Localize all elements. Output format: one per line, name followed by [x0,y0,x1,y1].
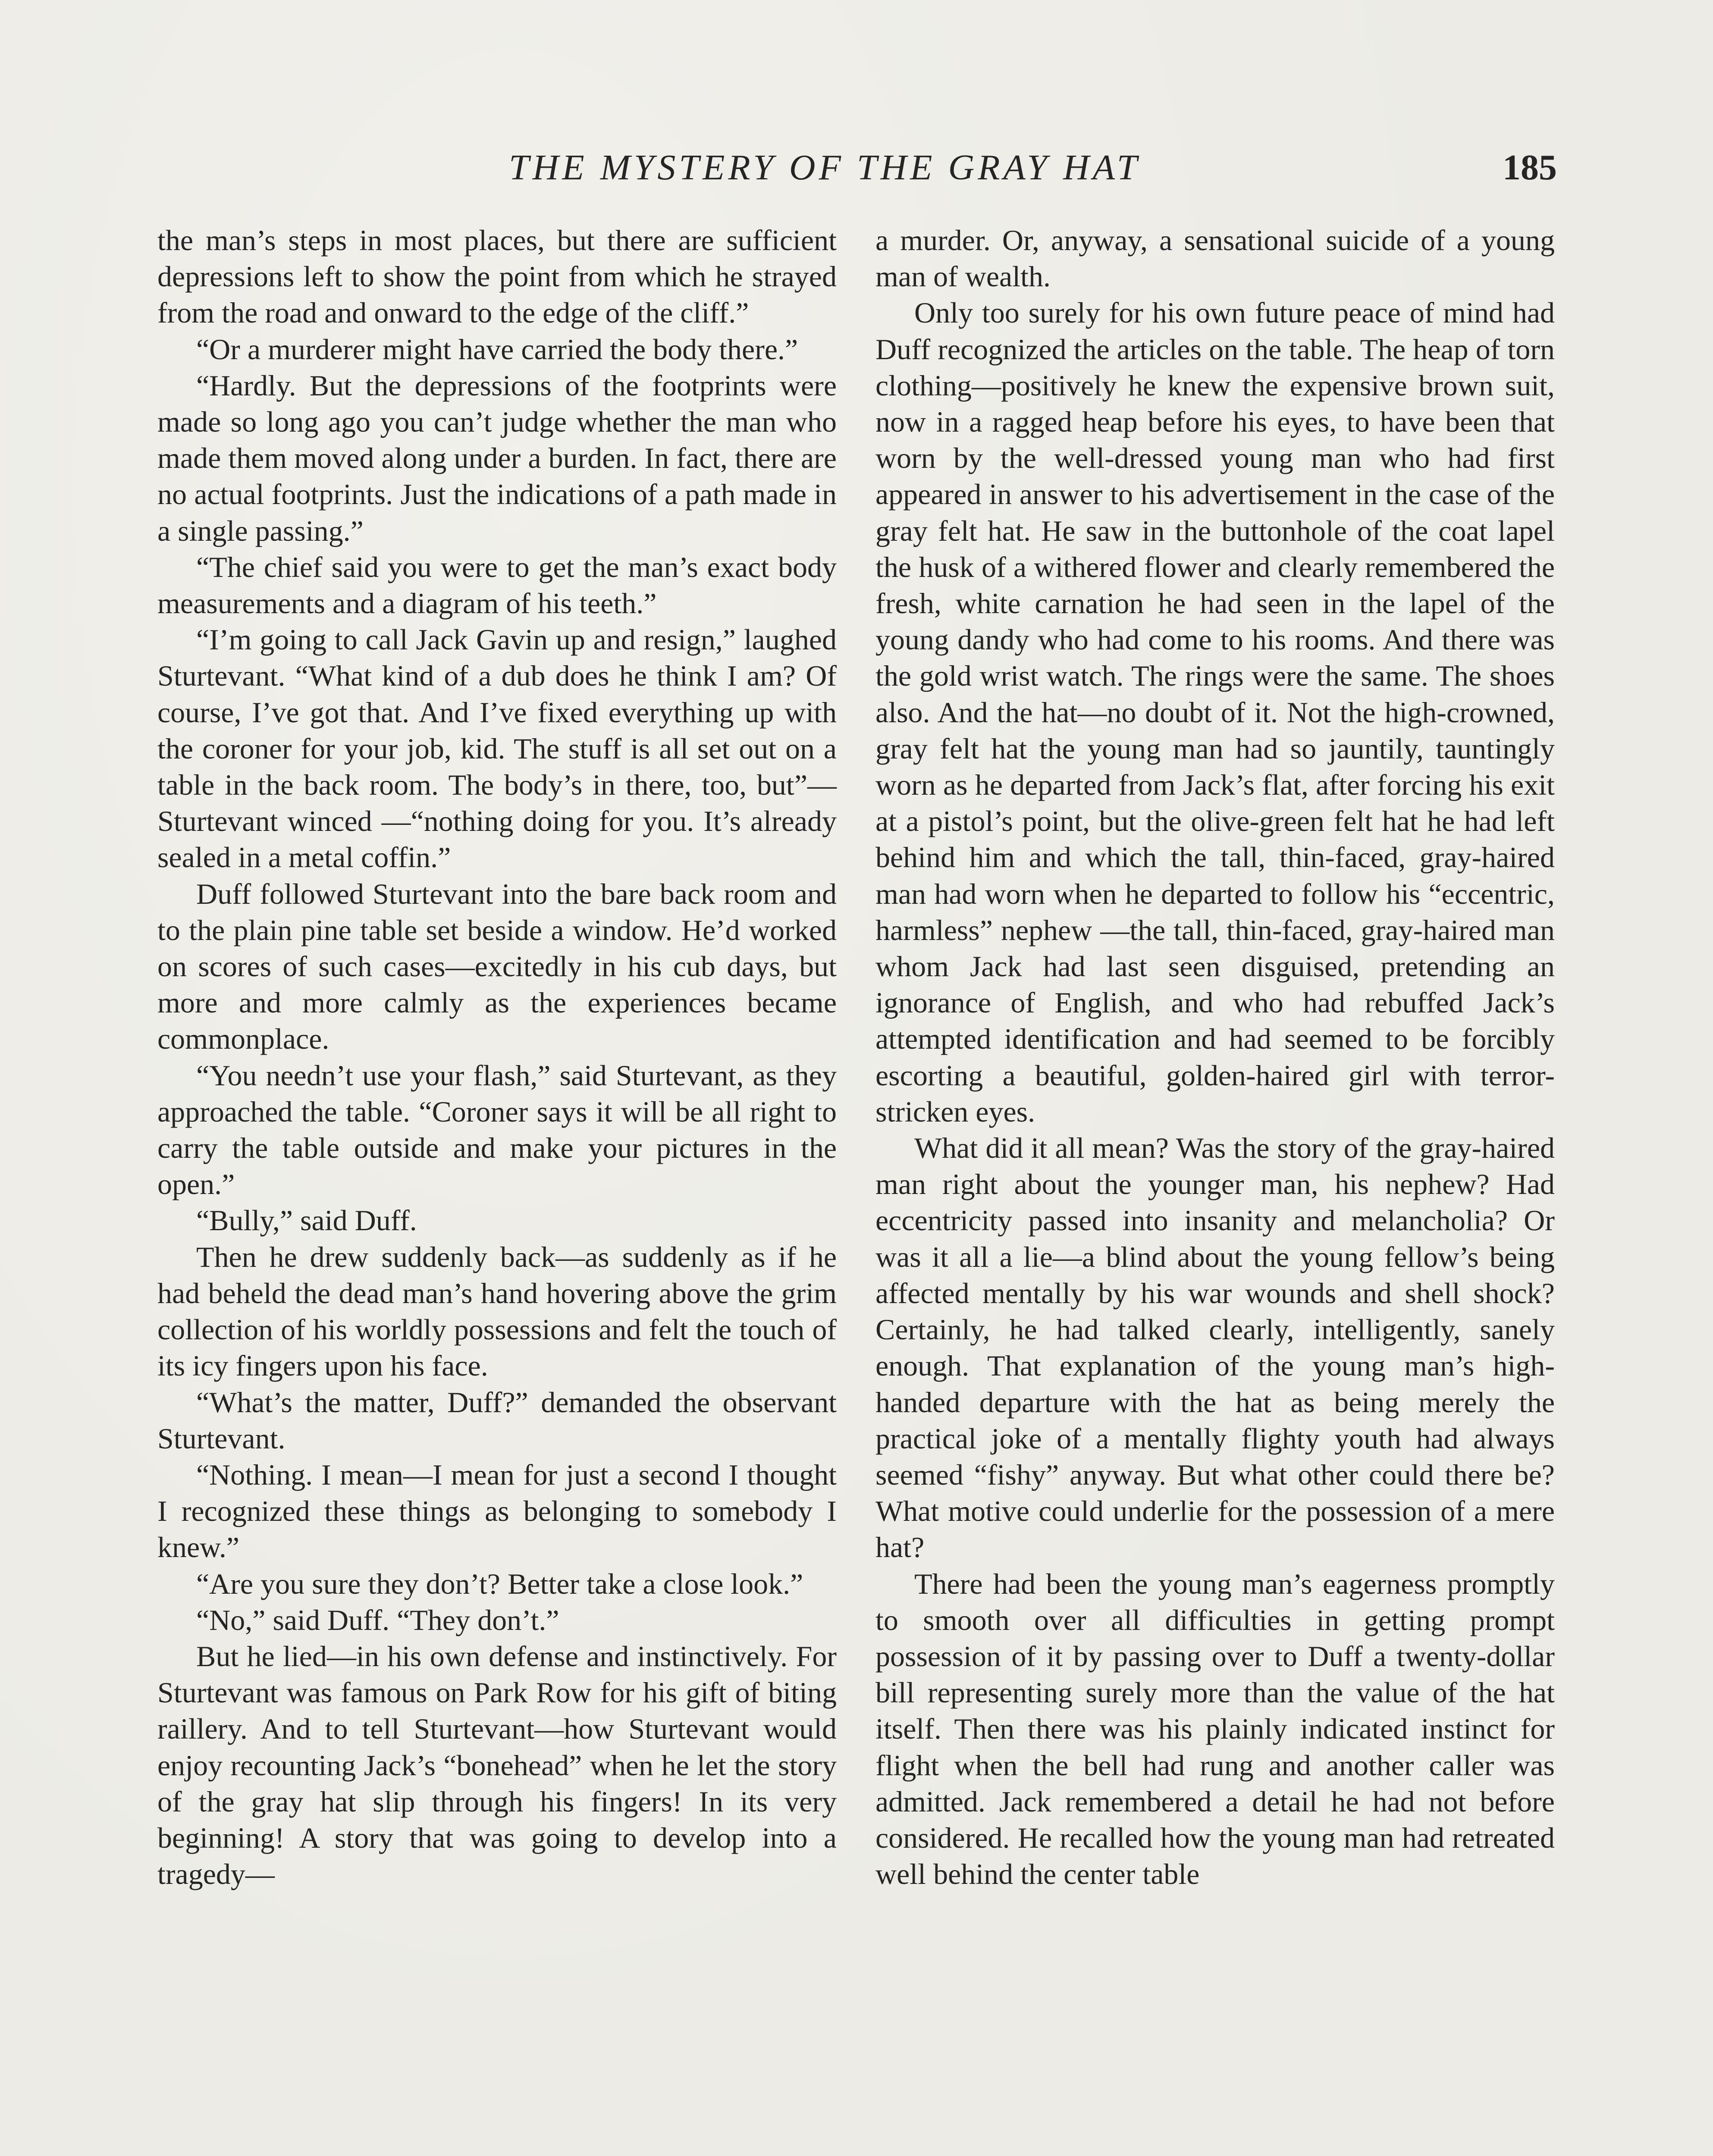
paragraph: What did it all mean? Was the story of the gray-haired man right about the younger man, his nephew? Had eccentricity passed into insanity and melancholia? Or was it all a lie—a blind about the young fellow’s being affected mentally by his war wounds and shell shock? Certainly, he had talked clearly, intelligently, sanely enough. That explanation of the young man’s high-handed departure with the hat as being merely the practical joke of a mentally flighty youth had always seemed “fishy” anyway. But what other could there be? What motive could underlie for the possession of a mere hat? [875,1131,1555,1564]
paragraph: “I’m going to call Jack Gavin up and resign,” laughed Sturtevant. “What kind of a dub does he think I am? Of course, I’ve got that. And I’ve fixed everything up with the coroner for your job, kid. The stuff is all set out on a table in the back room. The body’s in there, too, but”—Sturtevant winced —“nothing doing for you. It’s already sealed in a metal coffin.” [157,623,837,874]
right-column [875,222,1555,1892]
paragraph: “Hardly. But the depressions of the footprints were made so long ago you can’t judge whether the man who made them moved along under a burden. In fact, there are no actual footprints. Just the indications of a path made in a single passing.” [157,369,837,547]
left-column [157,222,837,1892]
paragraph: “You needn’t use your flash,” said Sturtevant, as they approached the table. “Coroner says it will be all right to carry the table outside and make your pictures in the open.” [157,1059,837,1201]
paragraph: “Are you sure they don’t? Better take a close look.” [196,1567,803,1600]
paragraph: the man’s steps in most places, but there are sufficient depressions left to show the point from which he strayed from the road and onward to the edge of the cliff.” [157,224,837,329]
paragraph: “What’s the matter, Duff?” demanded the observant Sturtevant. [157,1385,837,1455]
paragraph: But he lied—in his own defense and instinctively. For Sturtevant was famous on Park Row for his gift of biting raillery. And to tell Sturtevant—how Sturtevant would enjoy recounting Jack’s “bonehead” when he let the story of the gray hat slip through his fingers! In its very beginning! A story that was going to develop into a tragedy— [157,1639,837,1891]
paragraph: “No,” said Duff. “They don’t.” [196,1603,559,1636]
running-head [155,147,1557,198]
paragraph: Duff followed Sturtevant into the bare back room and to the plain pine table set beside a window. He’d worked on scores of such cases—excitedly in his cub days, but more and more calmly as the experiences became commonplace. [157,877,837,1056]
paragraph: Then he drew suddenly back—as suddenly as if he had beheld the dead man’s hand hovering above the grim collection of his worldly possessions and felt the touch of its icy fingers upon his face. [157,1240,837,1382]
paragraph: “Bully,” said Duff. [196,1204,417,1237]
paragraph: a murder. Or, anyway, a sensational suicide of a young man of wealth. [875,224,1555,293]
running-title: THE MYSTERY OF THE GRAY HAT [509,147,1141,188]
paragraph: There had been the young man’s eagerness promptly to smooth over all difficulties in getting prompt possession of it by passing over to Duff a twenty-dollar bill representing surely more than the value of the hat itself. Then there was his plainly indicated instinct for flight when the bell had rung and another caller was admitted. Jack remembered a detail he had not before considered. He recalled how the young man had retreated well behind the center table [875,1567,1555,1891]
paragraph: “Or a murderer might have carried the body there.” [196,332,798,366]
paragraph: Only too surely for his own future peace of mind had Duff recognized the articles on the table. The heap of torn clothing—positively he knew the expensive brown suit, now in a ragged heap before his eyes, to have been that worn by the well-dressed young man who had first appeared in answer to his advertisement in the case of the gray felt hat. He saw in the buttonhole of the coat lapel the husk of a withered flower and clearly remembered the fresh, white carnation he had seen in the lapel of the young dandy who had come to his rooms. And there was the gold wrist watch. The rings were the same. The shoes also. And the hat—no doubt of it. Not the high-crowned, gray felt hat the young man had so jauntily, tauntingly worn as he departed from Jack’s flat, after forcing his exit at a pistol’s point, but the olive-green felt hat he had left behind him and which the tall, thin-faced, gray-haired man had worn when he departed to follow his “eccentric, harmless” nephew —the tall, thin-faced, gray-haired man whom Jack had last seen disguised, pretending an ignorance of English, and who had rebuffed Jack’s attempted identification and had seemed to be forcibly escorting a beautiful, golden-haired girl with terror-stricken eyes. [875,296,1555,1128]
paragraph: “Nothing. I mean—I mean for just a second I thought I recognized these things as belonging to somebody I knew.” [157,1458,837,1564]
paragraph: “The chief said you were to get the man’s exact body measurements and a diagram of his teeth.” [157,550,837,620]
page-number: 185 [1503,147,1557,188]
